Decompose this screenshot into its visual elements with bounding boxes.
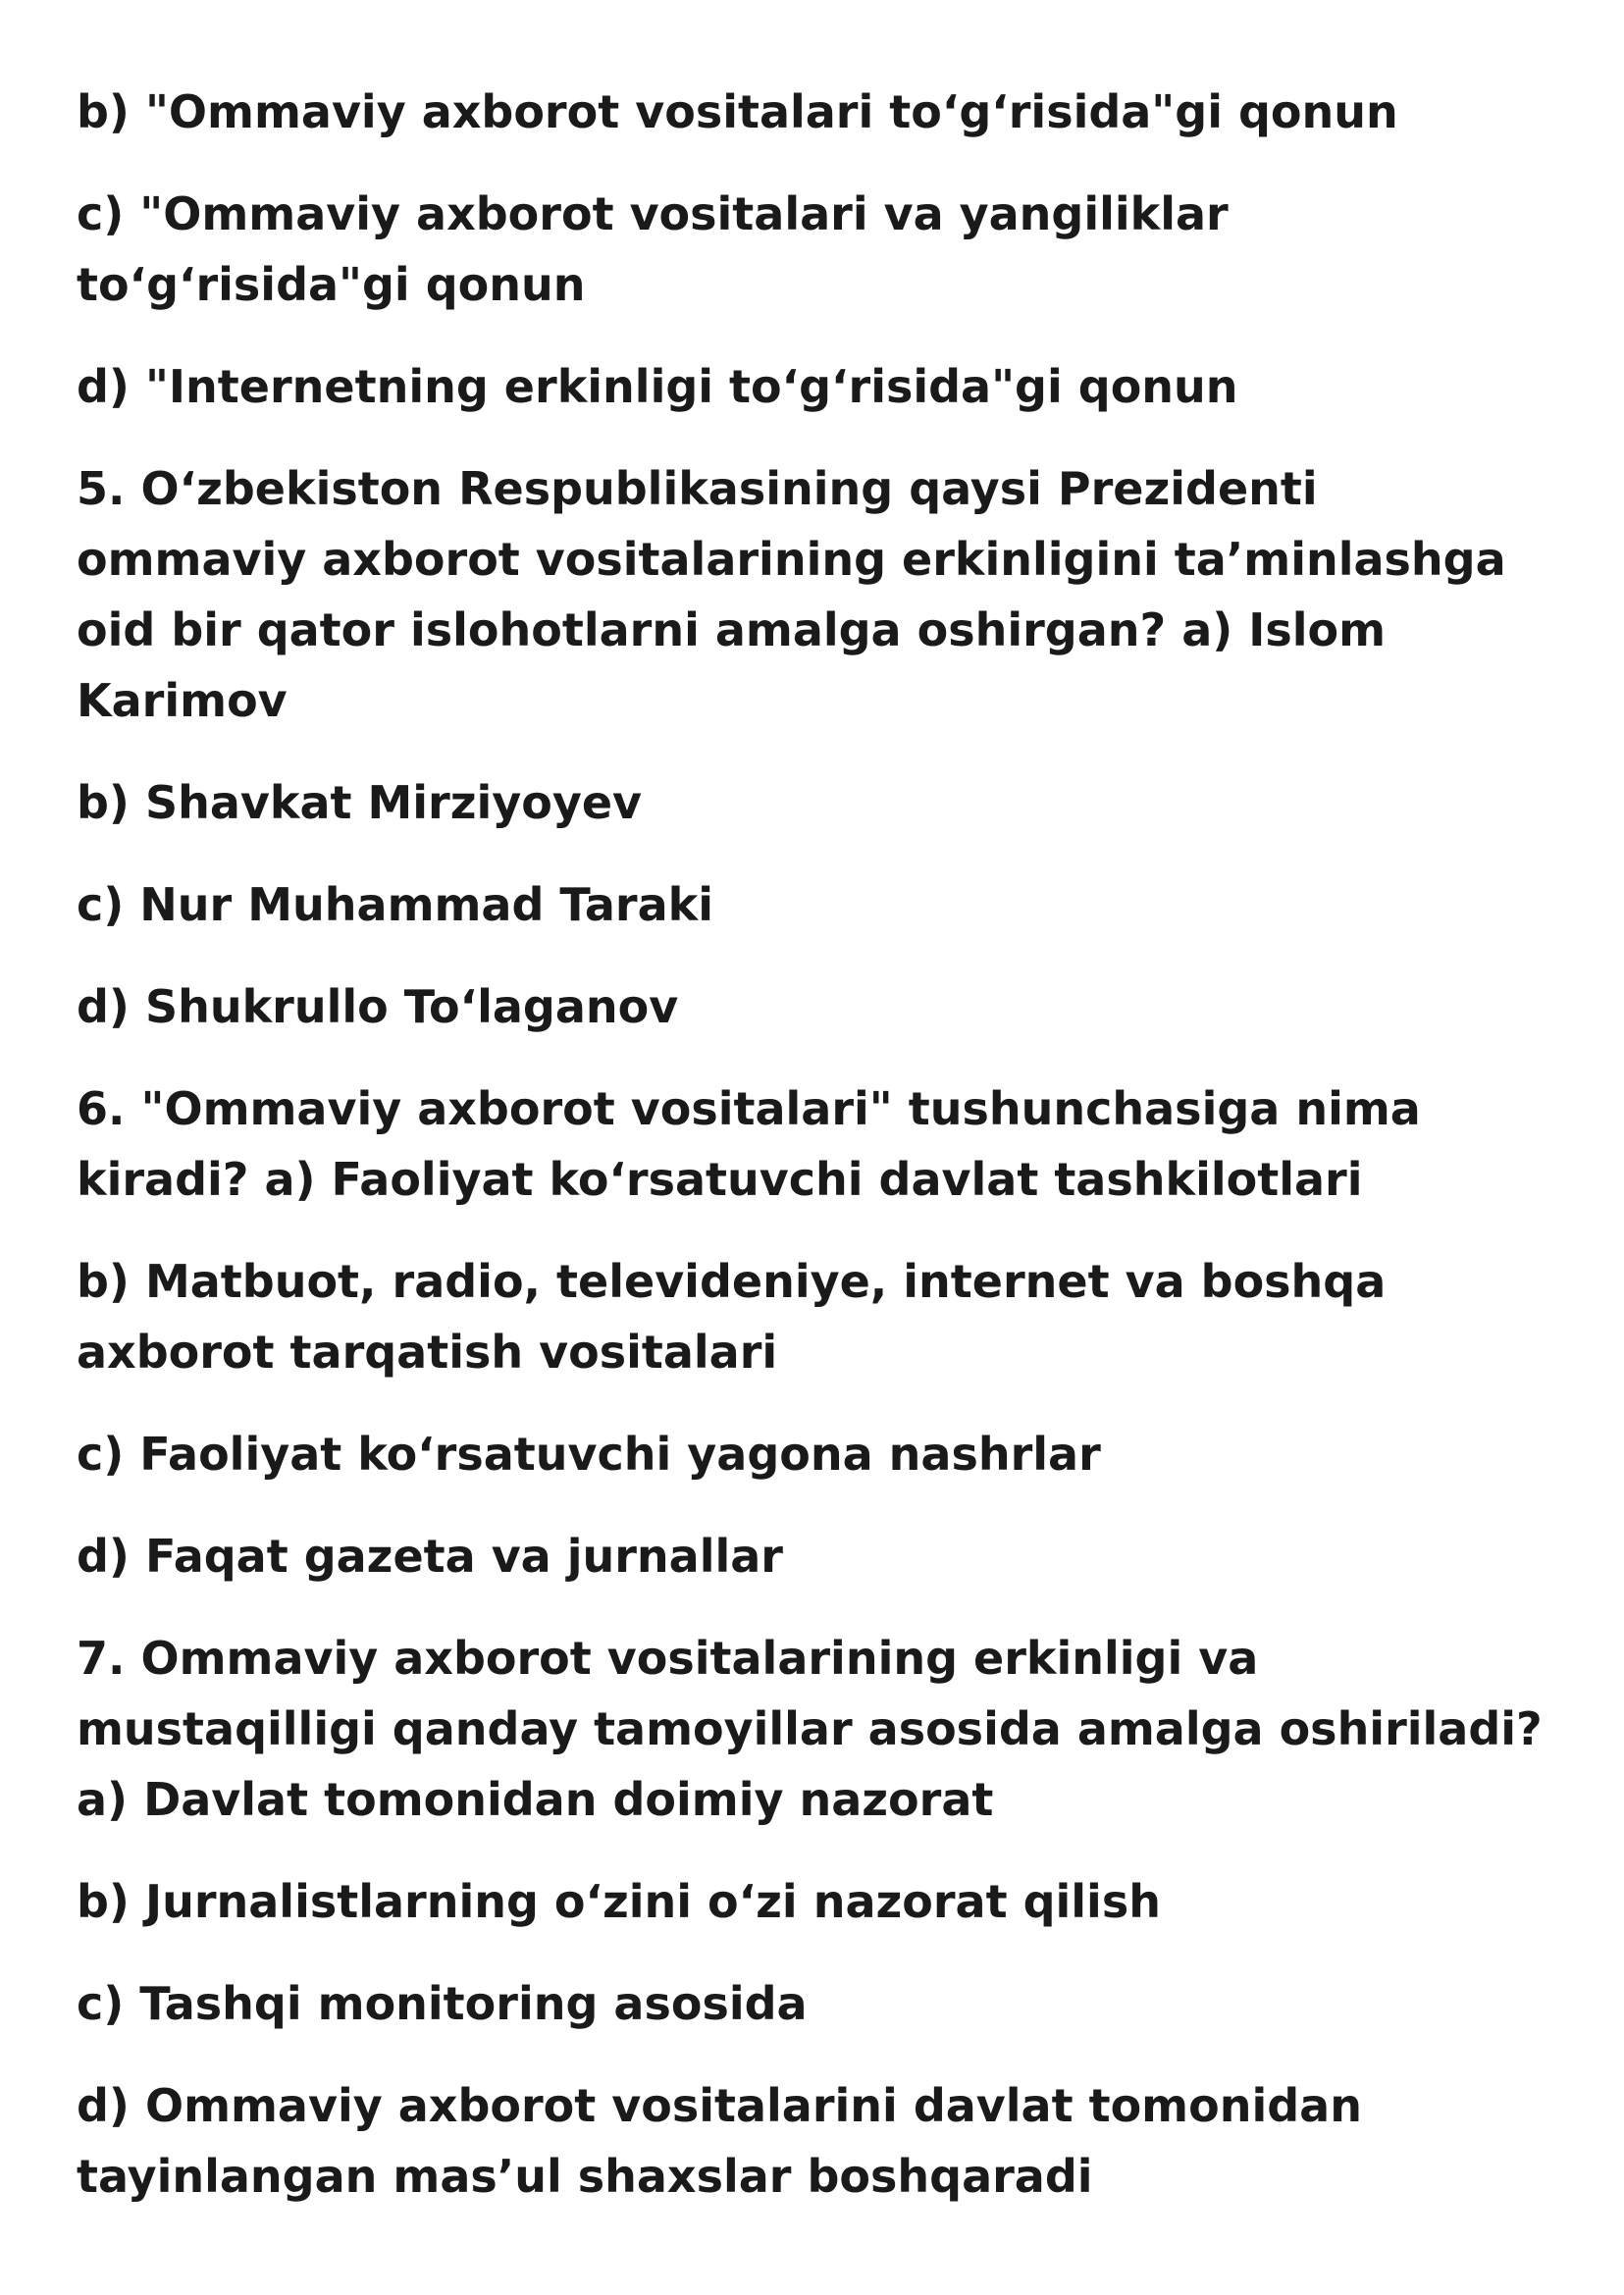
- question-6: 6. "Ommaviy axborot vositalari" tushunchasiga nima kiradi? a) Faoliyat ko‘rsatuvchi davlat tashkilotlari: [77, 1082, 1421, 1206]
- option-5b: b) Shavkat Mirziyoyev: [77, 776, 643, 829]
- option-4b: b) "Ommaviy axborot vositalari to‘g‘risida"gi qonun: [77, 85, 1398, 138]
- question-5: 5. O‘zbekiston Respublikasining qaysi Prezidenti ommaviy axborot vositalarining erkinligini ta’minlashga oid bir qator islohotlarni amalga oshirgan? a) Islom Karimov: [77, 462, 1506, 727]
- option-6c: c) Faoliyat ko‘rsatuvchi yagona nashrlar: [77, 1428, 1101, 1481]
- option-6b: b) Matbuot, radio, televideniye, internet va boshqa axborot tarqatish vositalari: [77, 1255, 1387, 1379]
- option-5c: c) Nur Muhammad Taraki: [77, 878, 713, 931]
- option-5d: d) Shukrullo To‘laganov: [77, 980, 679, 1033]
- option-4d: d) "Internetning erkinligi to‘g‘risida"gi qonun: [77, 360, 1238, 413]
- option-7d: d) Ommaviy axborot vositalarini davlat tomonidan tayinlangan mas’ul shaxslar boshqaradi: [77, 2079, 1362, 2203]
- option-4c: c) "Ommaviy axborot vositalari va yangiliklar to‘g‘risida"gi qonun: [77, 187, 1229, 311]
- option-6d: d) Faqat gazeta va jurnallar: [77, 1530, 783, 1583]
- question-7: 7. Ommaviy axborot vositalarining erkinligi va mustaqilligi qanday tamoyillar asosida amalga oshiriladi? a) Davlat tomonidan doimiy nazorat: [77, 1632, 1543, 1826]
- document-page: [77, 77, 1548, 2243]
- option-7b: b) Jurnalistlarning o‘zini o‘zi nazorat qilish: [77, 1875, 1161, 1928]
- option-7c: c) Tashqi monitoring asosida: [77, 1977, 808, 2030]
